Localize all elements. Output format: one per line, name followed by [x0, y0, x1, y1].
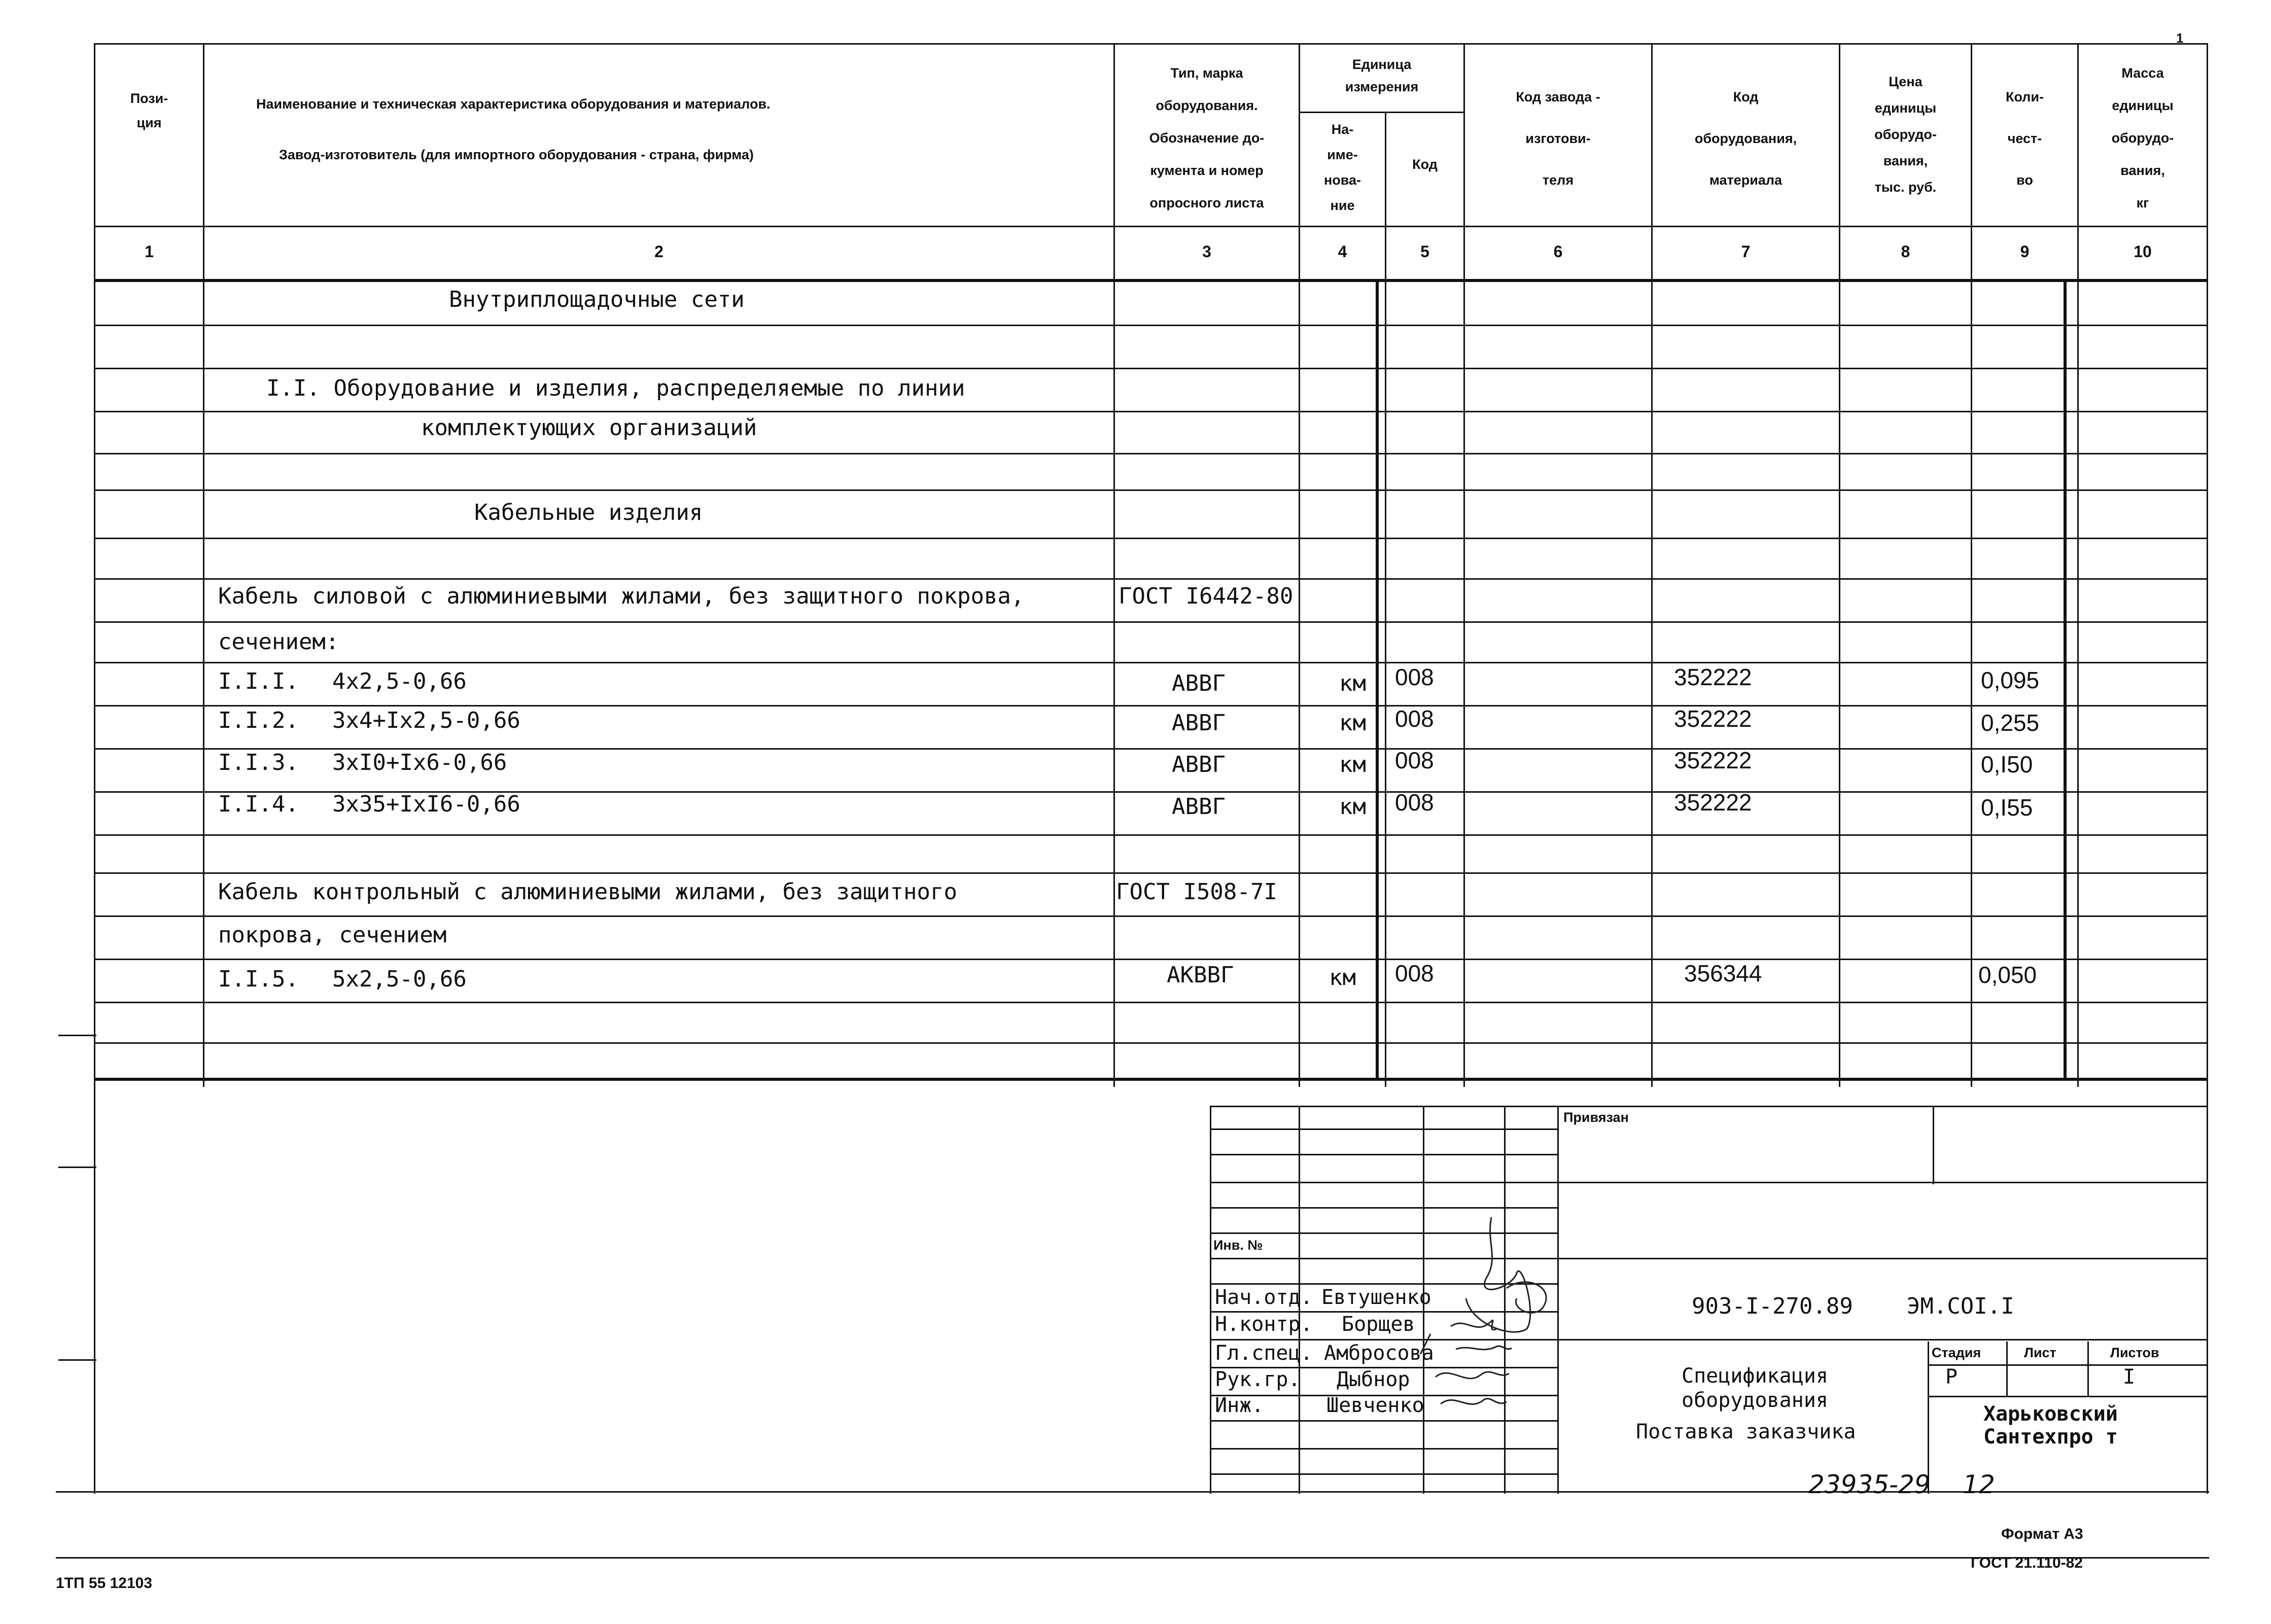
tb-h1 [1210, 1128, 1557, 1130]
tb-name-2: Борщев [1342, 1313, 1415, 1336]
tb-v9 [2087, 1341, 2089, 1397]
row-line-1 [94, 325, 2208, 326]
row-line-5 [94, 489, 2208, 491]
row-pos: I.I.5. [218, 966, 299, 992]
row-unit-code: 008 [1395, 705, 1434, 732]
group1-desc-line1: Кабель силовой с алюминиевыми жилами, без защитного покрова, [218, 583, 1025, 609]
tb-stage-label: Стадия [1932, 1345, 1981, 1360]
row-pos: I.I.2. [218, 708, 299, 733]
row-line-13 [94, 834, 2208, 836]
tb-h3 [1210, 1182, 2208, 1183]
row-size: 3x35+IxI6-0,66 [332, 791, 520, 817]
tb-role-3: Гл.спец. [1215, 1341, 1313, 1365]
tb-role-5: Инж. [1215, 1394, 1264, 1417]
tb-role-4: Рук.гр. [1215, 1368, 1301, 1391]
row-type: АВВГ [1172, 670, 1226, 696]
colnum-10: 10 [2134, 242, 2152, 261]
left-code-label: 1ТП 55 12103 [56, 1575, 153, 1592]
row-line-16 [94, 959, 2208, 960]
header-mass: Масса единицы оборудо- вания, кг [2111, 65, 2174, 210]
row-pos: I.I.3. [218, 750, 299, 775]
row-code: 352222 [1674, 705, 1752, 732]
row-size: 3x4+Ix2,5-0,66 [332, 708, 520, 733]
tb-v8 [2006, 1341, 2008, 1397]
col-divider-1 [203, 43, 204, 1087]
row-type: АКВВГ [1167, 962, 1234, 988]
row-unit: км [1329, 965, 1356, 991]
tb-h2 [1210, 1154, 1557, 1155]
row-code: 352222 [1674, 664, 1752, 690]
row-line-2 [94, 368, 2208, 369]
row-line-4 [94, 453, 2208, 454]
unit-group-divider [1299, 112, 1463, 113]
row-unit-code: 008 [1395, 789, 1434, 816]
table-top-border [94, 43, 2208, 45]
tb-h13 [1210, 1448, 1557, 1450]
tb-privyazan: Привязан [1563, 1110, 1629, 1125]
tb-inv: Инв. № [1213, 1238, 1263, 1253]
subsection-1-line2: комплектующих организаций [421, 415, 757, 441]
header-name-line2: Завод-изготовитель (для импортного оборудования - страна, фирма) [279, 147, 754, 162]
row-line-8 [94, 621, 2208, 623]
header-factory-code: Код завода - изготови- теля [1516, 89, 1600, 188]
tb-h0 [1210, 1106, 2208, 1107]
row-line-14 [94, 872, 2208, 874]
header-unit-group: Единица измерения [1345, 57, 1419, 94]
tb-v1 [1210, 1106, 1211, 1494]
table-right-border [2207, 43, 2208, 1494]
header-unit-code: Код [1412, 157, 1438, 172]
row-unit-code: 008 [1395, 747, 1434, 773]
header-type: Тип, марка оборудования. Обозначение до- кумента и номер опросного листа [1149, 65, 1265, 210]
row-qty: 0,255 [1981, 710, 2040, 736]
group2-desc-line2: покрова, сечением [218, 922, 447, 948]
tb-h10b [1928, 1364, 2208, 1366]
footer-rule [56, 1557, 2209, 1559]
header-unit-name: На- име- нова- ние [1323, 122, 1361, 213]
group1-desc-line2: сечением: [218, 629, 339, 655]
group2-doc: ГОСТ I508-7I [1116, 879, 1277, 905]
tb-sheet: I [2123, 1365, 2136, 1389]
row-size: 4x2,5-0,66 [332, 668, 467, 694]
row-code: 356344 [1684, 960, 1762, 986]
row-pos: I.I.4. [218, 791, 299, 817]
colnum-1: 1 [145, 242, 154, 261]
row-qty: 0,095 [1981, 667, 2040, 693]
row-code: 352222 [1674, 789, 1752, 816]
row-size: 5x2,5-0,66 [332, 966, 467, 992]
tb-spec-line1: Спецификация [1682, 1364, 1828, 1388]
row-unit: км [1339, 794, 1366, 820]
tb-org-line2: Сантехпро т [1983, 1425, 2118, 1449]
row-code: 352222 [1674, 747, 1752, 773]
tb-v6 [1933, 1106, 1934, 1184]
table-bottom [94, 1078, 2208, 1081]
tb-stage: Р [1945, 1365, 1958, 1389]
row-unit: км [1339, 670, 1366, 696]
tb-h11b [1928, 1396, 2208, 1397]
gost-label: ГОСТ 21.110-82 [1971, 1555, 2083, 1571]
row-line-18 [94, 1042, 2208, 1044]
header-bottom [94, 226, 2208, 227]
tb-sheet-label: Лист [2024, 1345, 2056, 1360]
tb-h14 [1210, 1473, 1557, 1475]
row-line-6 [94, 538, 2208, 539]
row-unit: км [1339, 710, 1366, 736]
tb-h6 [1210, 1258, 2208, 1259]
colnum-3: 3 [1202, 242, 1211, 261]
section-title: Внутриплощадочные сети [449, 287, 745, 312]
header-position: Пози- ция [130, 91, 168, 130]
row-line-17 [94, 1002, 2208, 1003]
corner-mark: 1 [2176, 30, 2184, 46]
colnum-8: 8 [1901, 242, 1910, 261]
row-pos: I.I.I. [218, 668, 299, 694]
colnum-9: 9 [2020, 242, 2030, 261]
tb-org-line1: Харьковский [1983, 1402, 2118, 1426]
row-unit: км [1339, 752, 1366, 778]
format-label: Формат А3 [2001, 1526, 2083, 1542]
row-line-9 [94, 662, 2208, 663]
row-unit-code: 008 [1395, 960, 1434, 986]
row-type: АВВГ [1172, 752, 1226, 778]
colnum-6: 6 [1553, 242, 1563, 261]
tb-doc-number: 903-I-270.89 ЭМ.СОI.I [1692, 1293, 2014, 1319]
header-price: Цена единицы оборудо- вания, тыс. руб. [1874, 74, 1937, 195]
tb-h4 [1210, 1207, 1557, 1209]
row-line-3 [94, 411, 2208, 412]
row-unit-code: 008 [1395, 664, 1434, 690]
row-line-15 [94, 915, 2208, 917]
colnum-2: 2 [654, 242, 663, 261]
group2-desc-line1: Кабель контрольный с алюминиевыми жилами, без защитного [218, 879, 957, 905]
colnum-4: 4 [1338, 242, 1347, 261]
row-qty: 0,050 [1978, 962, 2037, 988]
margin-tick-1 [58, 1035, 96, 1036]
row-type: АВВГ [1172, 794, 1226, 820]
colnum-5: 5 [1420, 242, 1429, 261]
tb-sheets-label: Листов [2110, 1345, 2159, 1360]
header-name-line1: Наименование и техническая характеристика оборудования и материалов. [256, 96, 771, 112]
margin-tick-2 [58, 1167, 96, 1168]
row-qty: 0,I55 [1981, 794, 2033, 821]
tb-spec-line3: Поставка заказчика [1636, 1420, 1856, 1443]
tb-role-1: Нач.отд. [1215, 1286, 1313, 1309]
tb-h9 [1210, 1339, 2208, 1340]
margin-tick-3 [58, 1359, 96, 1361]
signature-scribbles [1410, 1212, 1573, 1425]
row-qty: 0,I50 [1981, 751, 2033, 778]
tb-name-3: Амбросова [1324, 1341, 1434, 1365]
colnum-7: 7 [1741, 242, 1751, 261]
tb-name-4: Дыбнор [1337, 1368, 1410, 1391]
colnum-bottom [94, 279, 2208, 282]
row-line-10 [94, 705, 2208, 707]
row-size: 3xI0+Ix6-0,66 [332, 750, 507, 775]
group1-doc: ГОСТ I6442-80 [1119, 583, 1294, 609]
tb-name-5: Шевченко [1326, 1394, 1424, 1417]
tb-role-2: Н.контр. [1215, 1313, 1313, 1336]
subsection-1-line1: I.I. Оборудование и изделия, распределяемые по линии [266, 375, 965, 401]
header-quantity: Коли- чест- во [2005, 89, 2044, 188]
tb-spec-line2: оборудования [1682, 1389, 1828, 1412]
tb-name-1: Евтушенко [1321, 1286, 1431, 1309]
subsection-2: Кабельные изделия [474, 500, 703, 525]
row-type: АВВГ [1172, 710, 1226, 736]
row-line-7 [94, 578, 2208, 580]
handwritten-archive-number: 23935-29 12 [1808, 1470, 1995, 1499]
header-material-code: Код оборудования, материала [1694, 89, 1797, 188]
